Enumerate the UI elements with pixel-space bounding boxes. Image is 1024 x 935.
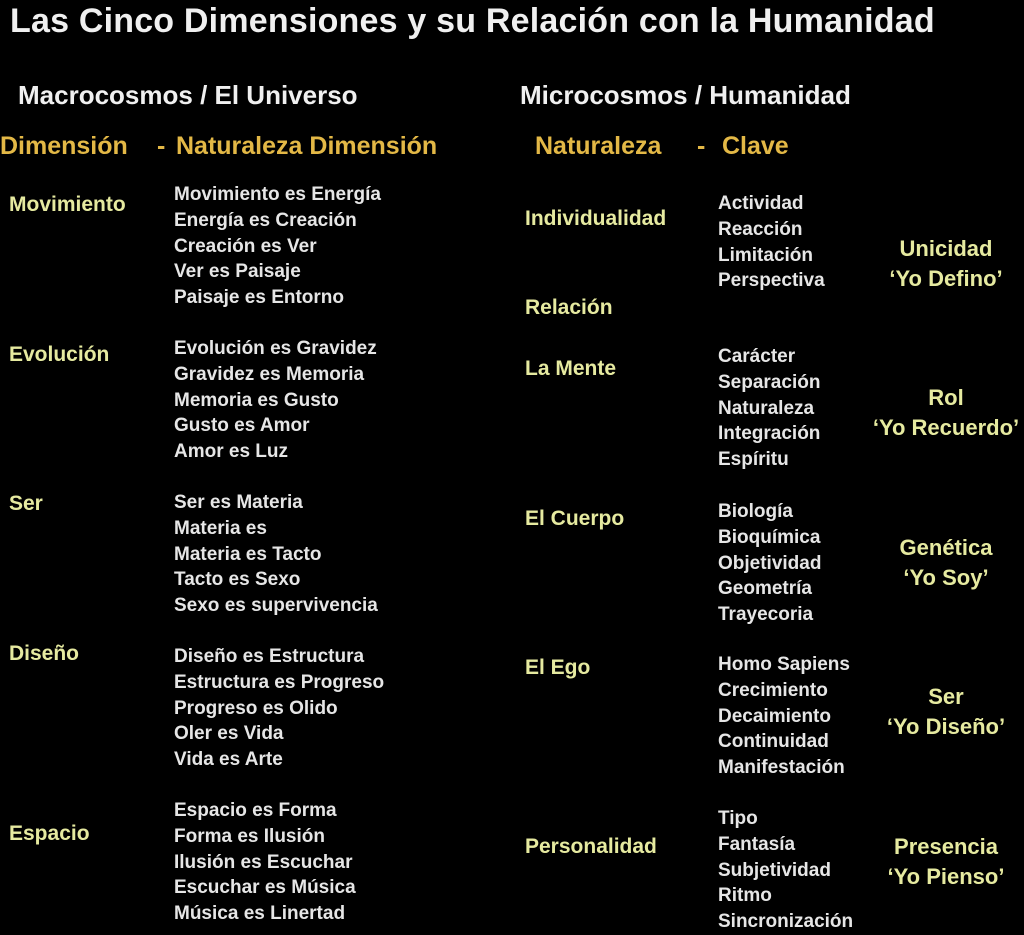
statement: Progreso es Olido	[174, 697, 338, 719]
dimension-label: Diseño	[9, 642, 80, 665]
clave-role: Ser	[928, 684, 964, 709]
dimension-statements	[174, 182, 381, 311]
statement: Materia es Tacto	[174, 543, 322, 565]
keyword: Separación	[718, 371, 821, 393]
keyword: Limitación	[718, 244, 814, 266]
clave-phrase: ‘Yo Diseño’	[886, 714, 1006, 739]
clave-role: Unicidad	[899, 236, 993, 261]
statement: Estructura es Progreso	[174, 671, 385, 693]
clave-phrase: ‘Yo Recuerdo’	[872, 415, 1020, 440]
naturaleza-label: El Ego	[525, 656, 591, 679]
keyword: Sincronización	[718, 911, 854, 933]
keyword: Biología	[718, 501, 793, 522]
statement: Movimiento es Energía	[174, 184, 381, 205]
keyword: Decaimiento	[718, 705, 831, 727]
dimension-statements	[174, 490, 378, 619]
statement: Gusto es Amor	[174, 415, 310, 437]
dimension-label: Ser	[9, 492, 43, 515]
statement: Escuchar es Música	[174, 877, 356, 899]
keyword: Perspectiva	[718, 270, 825, 292]
statement: Ver es Paisaje	[174, 261, 301, 283]
keyword: Homo Sapiens	[718, 654, 850, 675]
statement: Amor es Luz	[174, 441, 289, 463]
keyword-list	[718, 344, 820, 473]
statement: Gravidez es Memoria	[174, 363, 365, 385]
clave-block	[861, 234, 1024, 294]
keyword: Crecimiento	[718, 679, 828, 701]
keyword-list	[718, 806, 853, 935]
keyword-list	[718, 652, 850, 781]
statement: Música es Linertad	[174, 903, 346, 925]
dimension-statements	[174, 798, 356, 927]
statement: Ilusión es Escuchar	[174, 851, 353, 873]
statement: Sexo es supervivencia	[174, 595, 378, 617]
clave-block	[861, 832, 1024, 892]
clave-block	[861, 533, 1024, 593]
keyword: Tipo	[718, 808, 758, 829]
statement: Creación es Ver	[174, 235, 317, 257]
keyword: Fantasía	[718, 833, 796, 855]
statement: Evolución es Gravidez	[174, 338, 377, 359]
page-title: Las Cinco Dimensiones y su Relación con la Humanidad	[10, 2, 935, 40]
keyword: Reacción	[718, 218, 803, 240]
keyword: Objetividad	[718, 552, 822, 574]
col-header-clave: Clave	[722, 132, 789, 160]
statement: Ser es Materia	[174, 492, 303, 513]
keyword: Carácter	[718, 346, 796, 367]
statement: Tacto es Sexo	[174, 569, 301, 591]
statement: Forma es Ilusión	[174, 825, 325, 847]
naturaleza-label: Individualidad	[525, 207, 667, 230]
clave-phrase: ‘Yo Soy’	[903, 565, 989, 590]
statement: Paisaje es Entorno	[174, 287, 345, 309]
naturaleza-label: El Cuerpo	[525, 507, 625, 530]
keyword: Manifestación	[718, 757, 845, 779]
statement: Materia es	[174, 517, 267, 539]
keyword: Actividad	[718, 193, 804, 214]
dimension-statements	[174, 336, 377, 465]
col-header-naturaleza: Naturaleza	[535, 132, 662, 160]
dimension-label: Espacio	[9, 822, 90, 845]
dimension-label: Movimiento	[9, 193, 126, 216]
relacion-label: Relación	[525, 296, 613, 319]
statement: Diseño es Estructura	[174, 646, 365, 667]
clave-role: Rol	[928, 385, 964, 410]
statement: Oler es Vida	[174, 723, 284, 745]
clave-phrase: ‘Yo Defino’	[889, 266, 1003, 291]
keyword-list	[718, 499, 821, 628]
keyword-list	[718, 191, 825, 294]
keyword: Geometría	[718, 578, 812, 600]
macro-heading: Macrocosmos / El Universo	[18, 80, 358, 110]
statement: Vida es Arte	[174, 749, 283, 771]
keyword: Bioquímica	[718, 526, 821, 548]
keyword: Ritmo	[718, 885, 772, 907]
keyword: Subjetividad	[718, 859, 831, 881]
micro-heading: Microcosmos / Humanidad	[520, 80, 851, 110]
clave-role: Genética	[899, 535, 993, 560]
naturaleza-label: Personalidad	[525, 835, 657, 858]
col-header-dimension: Dimensión	[0, 132, 128, 160]
keyword: Integración	[718, 423, 821, 445]
keyword: Continuidad	[718, 731, 829, 753]
statement: Memoria es Gusto	[174, 389, 339, 411]
col-header-naturaleza-dimension: Naturaleza Dimensión	[176, 132, 438, 160]
statement: Espacio es Forma	[174, 800, 337, 821]
col-header-separator-right: -	[697, 132, 706, 160]
keyword: Trayecoria	[718, 604, 814, 626]
col-header-separator-left: -	[157, 132, 166, 160]
keyword: Espíritu	[718, 449, 789, 471]
statement: Energía es Creación	[174, 209, 357, 231]
clave-phrase: ‘Yo Pienso’	[887, 864, 1005, 889]
clave-block	[861, 682, 1024, 742]
clave-role: Presencia	[894, 834, 998, 859]
naturaleza-label: La Mente	[525, 357, 617, 380]
keyword: Naturaleza	[718, 397, 815, 419]
dimension-label: Evolución	[9, 343, 110, 366]
clave-block	[861, 383, 1024, 443]
dimension-statements	[174, 644, 384, 773]
